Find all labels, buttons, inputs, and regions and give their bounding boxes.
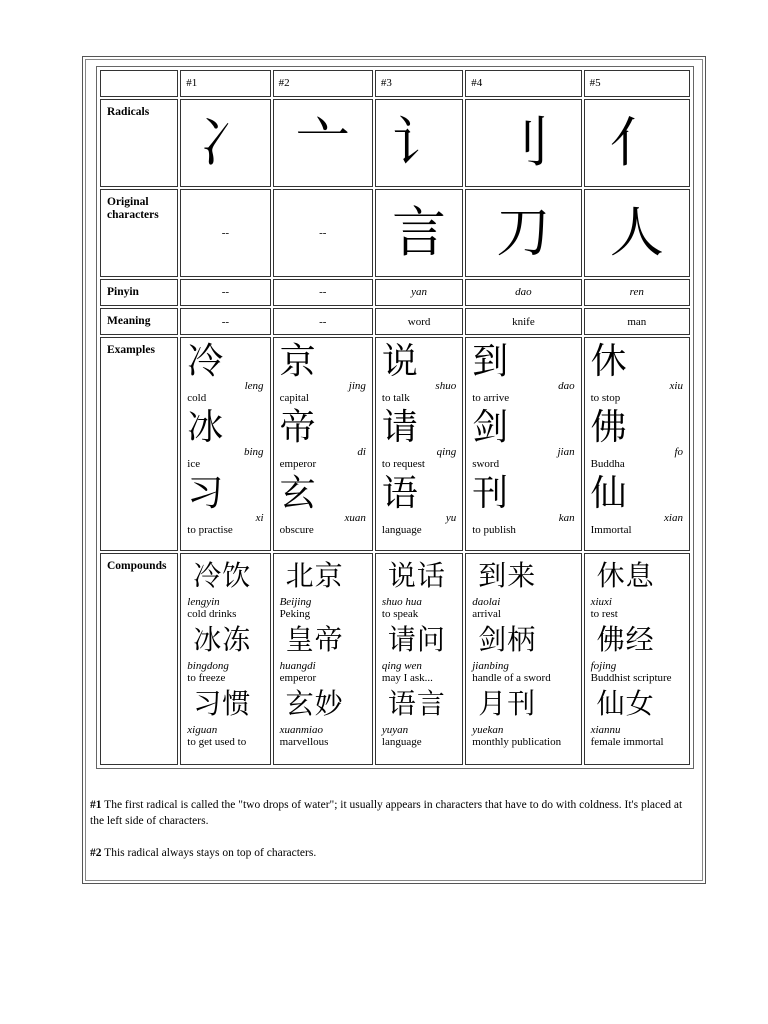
example-item	[585, 338, 689, 404]
example-char: 玄	[279, 473, 316, 515]
example-pinyin: xiu	[669, 380, 683, 393]
radical-table	[96, 66, 694, 769]
compound-item	[274, 554, 372, 621]
example-item	[274, 404, 372, 470]
original-cell	[273, 189, 373, 277]
example-meaning: ice	[187, 458, 201, 471]
original-cell	[375, 189, 463, 277]
meaning-cell: --	[180, 308, 270, 335]
example-item	[376, 338, 462, 404]
radical-char: 讠	[392, 111, 447, 174]
example-pinyin: qing	[436, 446, 457, 459]
example-char: 帝	[279, 407, 316, 449]
original-row	[100, 189, 690, 277]
example-item	[466, 338, 580, 404]
radical-glyph	[180, 99, 270, 187]
compound-item	[181, 682, 269, 749]
compound-meaning: Buddhist scripture	[590, 672, 672, 685]
original-char: --	[319, 226, 327, 239]
compound-meaning: Peking	[279, 608, 311, 621]
compound-pinyin: bingdong	[187, 660, 229, 673]
example-item	[585, 404, 689, 470]
compound-meaning: emperor	[279, 672, 317, 685]
note-1	[90, 798, 696, 829]
example-meaning: to publish	[472, 524, 516, 537]
compound-item	[585, 682, 689, 749]
examples-cell	[273, 337, 373, 551]
examples-row	[100, 337, 690, 551]
compound-pinyin: xiannu	[590, 724, 621, 737]
row-label-original-line2: characters	[107, 209, 159, 222]
compound-item	[466, 618, 580, 685]
pinyin-cell: --	[273, 279, 373, 306]
column-header: #2	[273, 70, 373, 97]
compound-item	[466, 682, 580, 749]
compound-pinyin: shuo hua	[381, 596, 422, 609]
compound-pinyin: xiuxi	[590, 596, 612, 609]
radical-char: 亻	[609, 111, 664, 174]
example-char: 到	[472, 341, 509, 383]
example-char: 说	[381, 341, 418, 383]
compound-meaning: female immortal	[590, 736, 664, 749]
example-pinyin: kan	[558, 512, 575, 525]
compound-chars: 佛经	[596, 623, 655, 657]
row-label-original-line1: Original	[107, 196, 149, 208]
examples-cell	[465, 337, 581, 551]
compound-chars: 月刊	[478, 687, 537, 721]
corner-cell	[100, 70, 178, 97]
radical-char: 亠	[295, 111, 350, 174]
row-label-pinyin: Pinyin	[100, 279, 178, 306]
example-pinyin: yu	[445, 512, 457, 525]
pinyin-cell: dao	[465, 279, 581, 306]
example-pinyin: dao	[558, 380, 575, 393]
example-meaning: Immortal	[590, 524, 632, 537]
example-char: 习	[187, 473, 224, 515]
row-label-radicals: Radicals	[100, 99, 178, 187]
example-char: 冷	[187, 341, 224, 383]
example-item	[466, 404, 580, 470]
compound-item	[274, 618, 372, 685]
original-char: --	[221, 226, 230, 239]
examples-cell	[375, 337, 463, 551]
column-header: #1	[180, 70, 270, 97]
example-meaning: Buddha	[590, 458, 625, 471]
meaning-cell: word	[375, 308, 463, 335]
compound-meaning: monthly publication	[472, 736, 562, 749]
compound-pinyin: daolai	[472, 596, 501, 609]
example-char: 休	[590, 341, 627, 383]
original-char: 刀	[496, 201, 551, 264]
compound-meaning: to freeze	[187, 672, 226, 685]
compounds-cell	[375, 553, 463, 765]
compounds-cell	[273, 553, 373, 765]
compound-chars: 请问	[387, 623, 446, 657]
example-pinyin: di	[357, 446, 366, 459]
row-label-original	[100, 189, 178, 277]
radical-glyph	[465, 99, 581, 187]
compounds-row	[100, 553, 690, 765]
compound-item	[466, 554, 580, 621]
example-pinyin: xi	[255, 512, 264, 525]
compound-chars: 皇帝	[285, 623, 344, 657]
radical-char: 冫	[198, 111, 253, 174]
example-item	[376, 404, 462, 470]
compound-meaning: to speak	[381, 608, 419, 621]
examples-cell	[180, 337, 270, 551]
column-header: #3	[375, 70, 463, 97]
example-meaning: to stop	[590, 392, 621, 405]
radical-glyph	[584, 99, 690, 187]
note-text: The first radical is called the "two drops of water"; it usually appears in characters that have to do with coldness. It's placed at the left side of characters.	[90, 799, 683, 827]
pinyin-cell: ren	[584, 279, 690, 306]
example-meaning: obscure	[279, 524, 314, 537]
column-header: #4	[465, 70, 581, 97]
compound-pinyin: huangdi	[279, 660, 316, 673]
example-char: 剑	[472, 407, 509, 449]
radical-char: 刂	[496, 111, 551, 174]
original-cell	[465, 189, 581, 277]
compounds-cell	[584, 553, 690, 765]
original-char: 人	[609, 201, 664, 264]
note-label: #2	[90, 847, 102, 859]
row-label-examples: Examples	[100, 337, 178, 551]
compounds-cell	[465, 553, 581, 765]
example-char: 京	[279, 341, 316, 383]
example-char: 仙	[590, 473, 627, 515]
row-label-meaning: Meaning	[100, 308, 178, 335]
example-meaning: emperor	[279, 458, 317, 471]
note-label: #1	[90, 799, 102, 811]
pinyin-row	[100, 279, 690, 306]
original-cell	[180, 189, 270, 277]
example-pinyin: jian	[557, 446, 575, 459]
example-meaning: capital	[279, 392, 309, 405]
example-item	[181, 404, 269, 470]
compound-pinyin: yuekan	[472, 724, 504, 737]
compound-pinyin: yuyan	[381, 724, 409, 737]
compound-pinyin: Beijing	[279, 596, 312, 609]
meaning-row	[100, 308, 690, 335]
example-item	[274, 470, 372, 536]
compound-chars: 语言	[387, 687, 446, 721]
compound-item	[376, 618, 462, 685]
compound-meaning: to rest	[590, 608, 618, 621]
compound-item	[585, 618, 689, 685]
example-char: 刊	[472, 473, 509, 515]
example-item	[181, 470, 269, 536]
example-meaning: to request	[381, 458, 425, 471]
example-pinyin: shuo	[435, 380, 457, 393]
radicals-row	[100, 99, 690, 187]
compound-pinyin: xiguan	[187, 724, 218, 737]
note-text: This radical always stays on top of characters.	[104, 847, 317, 859]
compound-meaning: language	[381, 736, 422, 749]
example-item	[466, 470, 580, 536]
compound-meaning: marvellous	[279, 736, 329, 749]
radical-glyph	[375, 99, 463, 187]
example-meaning: to talk	[381, 392, 410, 405]
example-item	[274, 338, 372, 404]
original-cell	[584, 189, 690, 277]
compound-item	[274, 682, 372, 749]
compound-meaning: to get used to	[187, 736, 247, 749]
meaning-cell: --	[273, 308, 373, 335]
compound-item	[181, 618, 269, 685]
compound-meaning: arrival	[472, 608, 501, 621]
compound-pinyin: fojing	[590, 660, 617, 673]
example-pinyin: leng	[244, 380, 264, 393]
compound-chars: 冷饮	[193, 559, 252, 593]
example-item	[181, 338, 269, 404]
radical-glyph	[273, 99, 373, 187]
example-pinyin: fo	[674, 446, 683, 459]
example-item	[376, 470, 462, 536]
example-meaning: language	[381, 524, 422, 537]
example-pinyin: xuan	[344, 512, 366, 525]
compound-item	[376, 554, 462, 621]
compounds-cell	[180, 553, 270, 765]
compound-chars: 习惯	[193, 687, 252, 721]
example-pinyin: jing	[348, 380, 366, 393]
example-pinyin: bing	[244, 446, 264, 459]
compound-chars: 休息	[596, 559, 655, 593]
pinyin-cell: --	[180, 279, 270, 306]
compound-meaning: may I ask...	[381, 672, 433, 685]
example-item	[585, 470, 689, 536]
meaning-cell: man	[584, 308, 690, 335]
compound-pinyin: lengyin	[187, 596, 220, 609]
original-char: 言	[392, 201, 447, 264]
column-header: #5	[584, 70, 690, 97]
compound-chars: 说话	[387, 559, 446, 593]
compound-meaning: handle of a sword	[472, 672, 551, 685]
compound-chars: 玄妙	[285, 687, 344, 721]
compound-chars: 冰冻	[193, 623, 252, 657]
compound-pinyin: qing wen	[381, 660, 422, 673]
compound-chars: 北京	[285, 559, 344, 593]
row-label-compounds: Compounds	[100, 553, 178, 765]
compound-chars: 到来	[478, 559, 537, 593]
example-meaning: to practise	[187, 524, 233, 537]
example-char: 冰	[187, 407, 224, 449]
meaning-cell: knife	[465, 308, 581, 335]
example-char: 请	[381, 407, 418, 449]
pinyin-cell: yan	[375, 279, 463, 306]
note-2	[90, 846, 696, 862]
compound-pinyin: xuanmiao	[279, 724, 323, 737]
example-char: 佛	[590, 407, 627, 449]
compound-item	[585, 554, 689, 621]
compound-item	[376, 682, 462, 749]
examples-cell	[584, 337, 690, 551]
example-meaning: to arrive	[472, 392, 510, 405]
header-row	[100, 70, 690, 97]
compound-meaning: cold drinks	[187, 608, 237, 621]
compound-chars: 剑柄	[478, 623, 537, 657]
compound-item	[181, 554, 269, 621]
compound-chars: 仙女	[596, 687, 655, 721]
example-meaning: cold	[187, 392, 207, 405]
compound-pinyin: jianbing	[472, 660, 509, 673]
example-char: 语	[381, 473, 418, 515]
example-pinyin: xian	[664, 512, 683, 525]
example-meaning: sword	[472, 458, 500, 471]
